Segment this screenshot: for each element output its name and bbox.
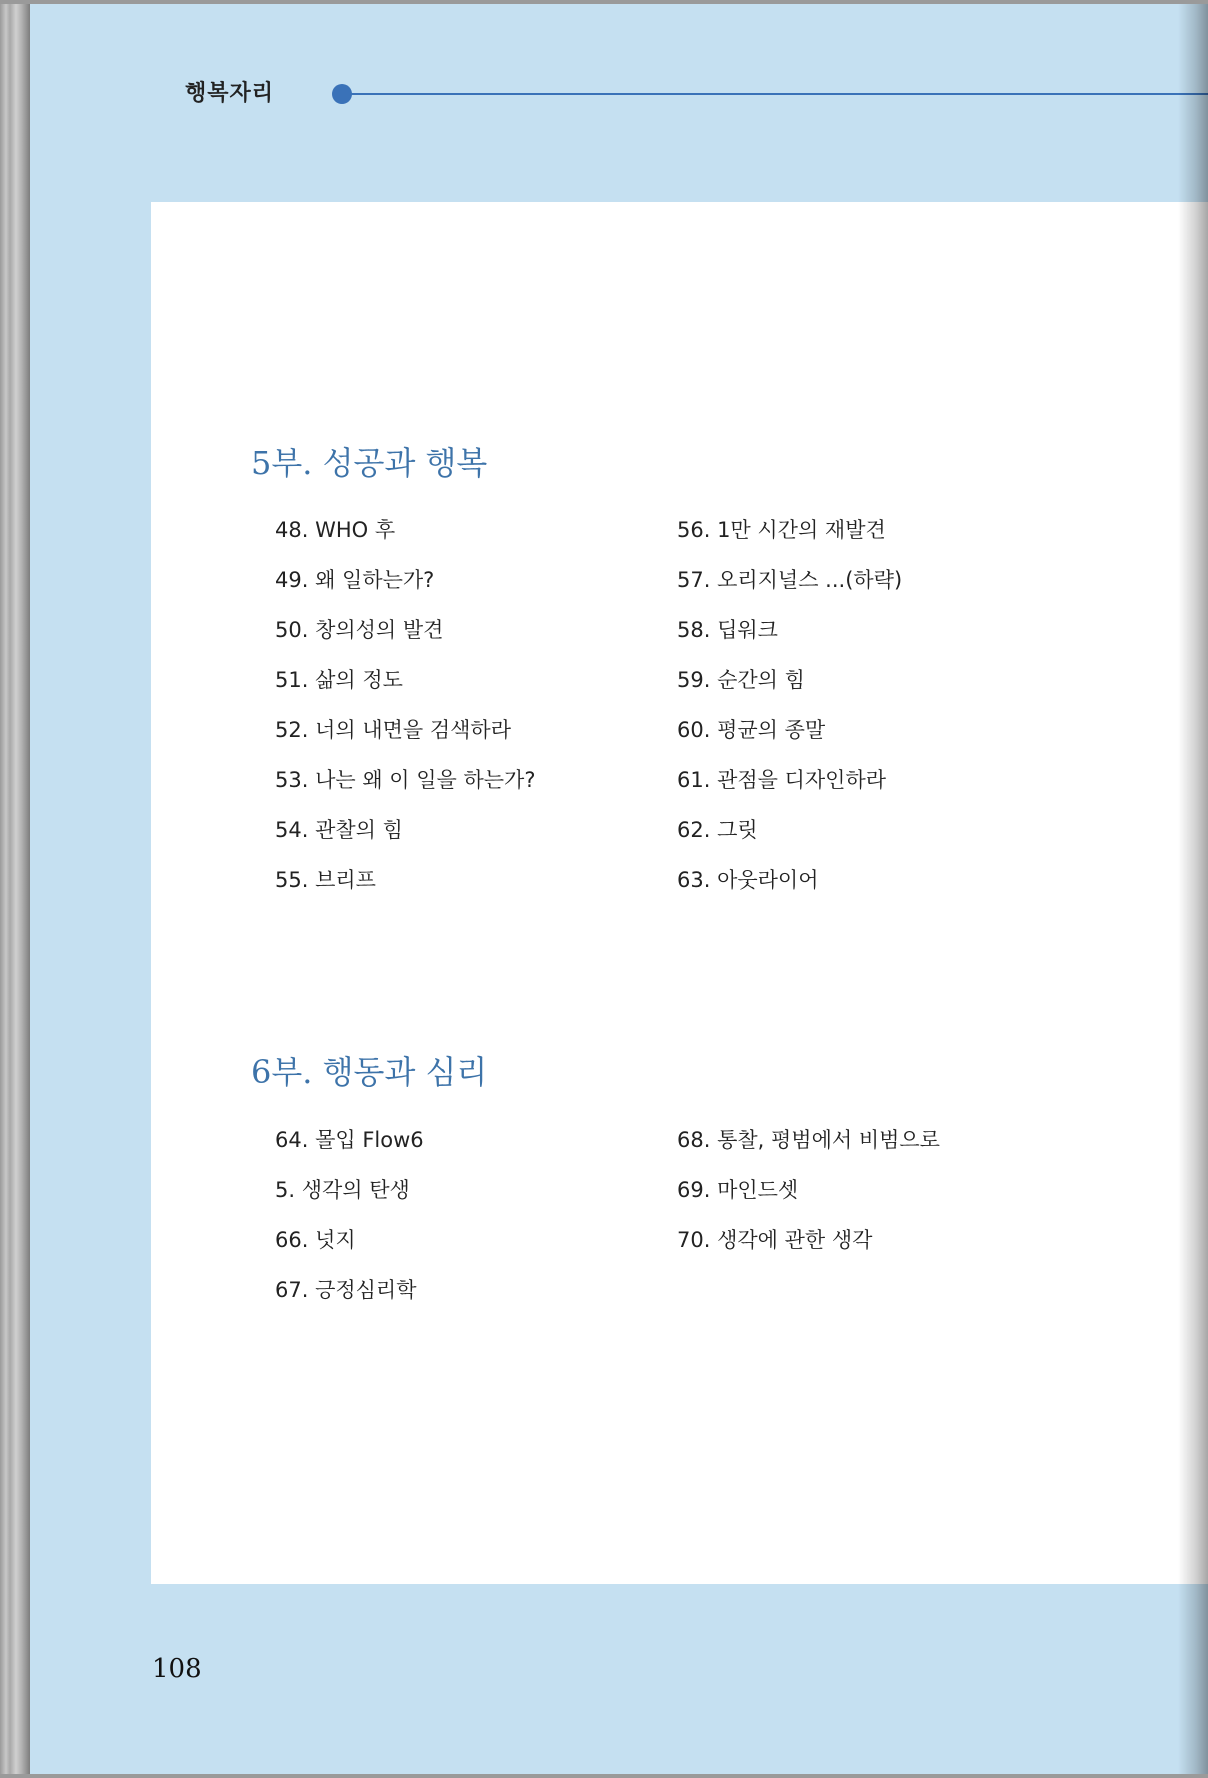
list-item: 59. 순간의 힘 [677, 668, 805, 692]
list-item: 63. 아웃라이어 [677, 868, 819, 892]
section-title-part6: 6부. 행동과 심리 [251, 1053, 488, 1091]
list-item: 60. 평균의 종말 [677, 718, 826, 742]
page-stack-bottom-edge [0, 1774, 1208, 1778]
spine-shadow [1178, 4, 1208, 1774]
list-item: 53. 나는 왜 이 일을 하는가? [275, 768, 536, 792]
list-item: 62. 그릿 [677, 818, 758, 842]
list-item: 67. 긍정심리학 [275, 1278, 417, 1302]
list-item: 50. 창의성의 발견 [275, 618, 444, 642]
content-panel [151, 202, 1208, 1584]
list-item: 56. 1만 시간의 재발견 [677, 518, 886, 542]
running-header-title: 행복자리 [185, 81, 275, 106]
page [30, 4, 1208, 1774]
list-item: 61. 관점을 디자인하라 [677, 768, 887, 792]
list-item: 69. 마인드셋 [677, 1178, 799, 1202]
list-item: 55. 브리프 [275, 868, 376, 892]
list-item: 66. 넛지 [275, 1228, 356, 1252]
list-item: 49. 왜 일하는가? [275, 568, 435, 592]
list-item: 57. 오리지널스 ...(하략) [677, 568, 903, 592]
list-item: 64. 몰입 Flow6 [275, 1128, 424, 1152]
list-item: 70. 생각에 관한 생각 [677, 1228, 873, 1252]
page-stack-edge [0, 0, 30, 1778]
page-number: 108 [152, 1654, 202, 1684]
list-item: 68. 통찰, 평범에서 비범으로 [677, 1128, 940, 1152]
list-item: 48. WHO 후 [275, 518, 396, 542]
list-item: 54. 관찰의 힘 [275, 818, 403, 842]
list-item: 5. 생각의 탄생 [275, 1178, 410, 1202]
list-item: 51. 삶의 정도 [275, 668, 403, 692]
list-item: 52. 너의 내면을 검색하라 [275, 718, 511, 742]
list-item: 58. 딥워크 [677, 618, 778, 642]
section-title-part5: 5부. 성공과 행복 [251, 444, 488, 482]
header-rule [348, 93, 1208, 95]
